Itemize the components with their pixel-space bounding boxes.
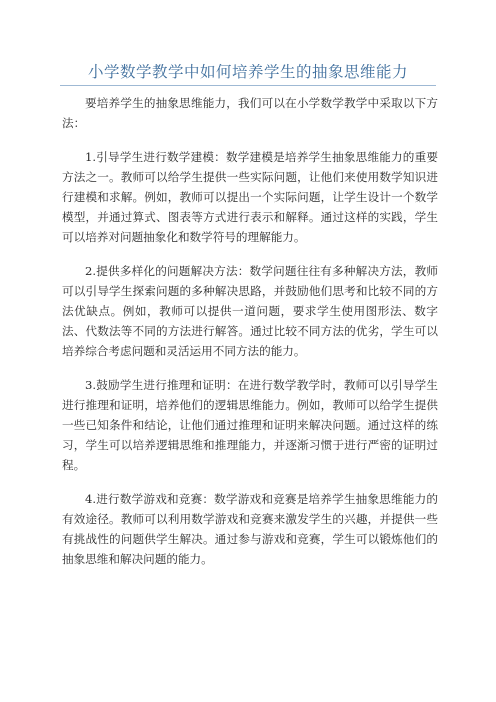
method-paragraph-4: 4.进行数学游戏和竞赛：数学游戏和竞赛是培养学生抽象思维能力的有效途径。教师可以利用数学游戏和竞赛来激发学生的兴趣，并提供一些有挑战性的问题供学生解决。通过参与游戏和竞赛，学生可以锻炼他们的抽象思维和解决问题的能力。: [62, 492, 438, 566]
method-paragraph-3: 3.鼓励学生进行推理和证明：在进行数学教学时，教师可以引导学生进行推理和证明，培养他们的逻辑思维能力。例如，教师可以给学生提供一些已知条件和结论，让他们通过推理和证明来解决问题。通过这样的练习，学生可以培养逻辑思维和推理能力，并逐渐习惯于进行严密的证明过程。: [62, 378, 438, 472]
title-divider: [60, 85, 436, 86]
method-paragraph-1: 1.引导学生进行数学建模：数学建模是培养学生抽象思维能力的重要方法之一。教师可以给学生提供一些实际问题，让他们来使用数学知识进行建模和求解。例如，教师可以提出一个实际问题，让学生设计一个数学模型，并通过算式、图表等方式进行表示和解释。通过这样的实践，学生可以培养对问题抽象化和数学符号的理解能力。: [62, 150, 438, 244]
document-title: 小学数学教学中如何培养学生的抽象思维能力: [87, 63, 408, 81]
intro-paragraph: 要培养学生的抽象思维能力，我们可以在小学数学教学中采取以下方法：: [62, 96, 438, 130]
document-body: [62, 93, 438, 583]
method-paragraph-2: 2.提供多样化的问题解决方法：数学问题往往有多种解决方法，教师可以引导学生探索问题的多种解决思路，并鼓励他们思考和比较不同的方法优缺点。例如，教师可以提供一道问题，要求学生使用图形法、数字法、代数法等不同的方法进行解答。通过比较不同方法的优劣，学生可以培养综合考虑问题和灵活运用不同方法的能力。: [62, 264, 438, 358]
